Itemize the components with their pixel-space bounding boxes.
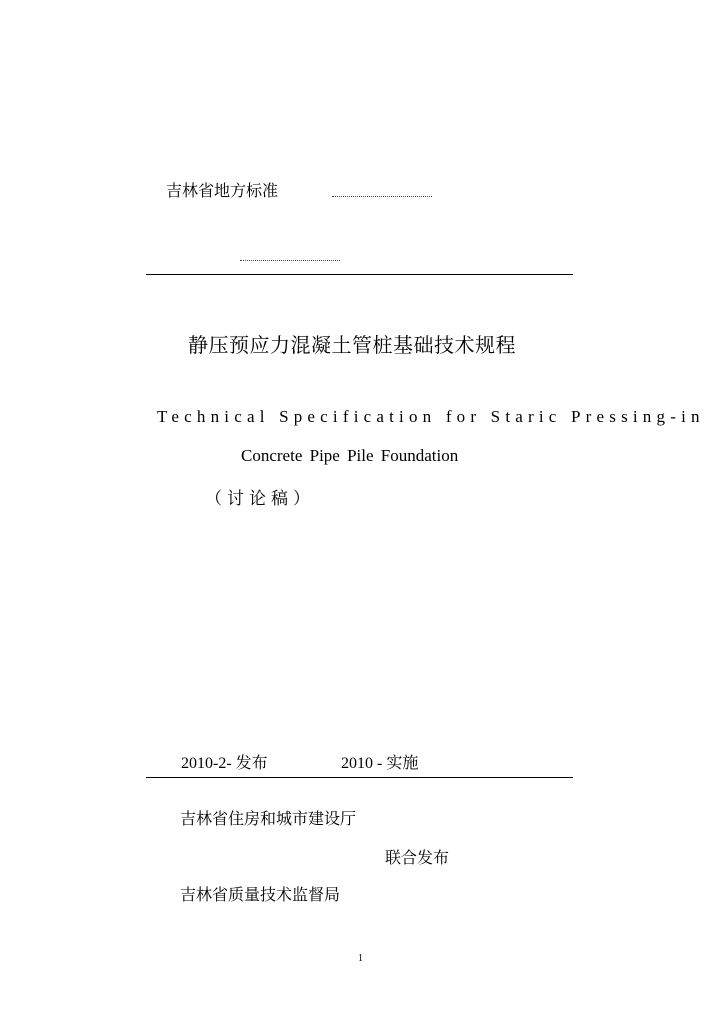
issuer-quality-bureau: 吉林省质量技术监督局 [180, 885, 341, 904]
publish-date: 2010-2- [181, 755, 232, 772]
publish-date-line [181, 750, 268, 773]
document-title-chinese: 静压预应力混凝土管桩基础技术规程 [188, 333, 516, 357]
standard-label: 吉林省地方标准 [166, 181, 279, 200]
document-title-english-line2: Concrete Pipe Pile Foundation [241, 446, 459, 465]
joint-publish-label: 联合发布 [385, 848, 450, 867]
implement-date-line [341, 750, 418, 773]
implement-date: 2010 - [341, 755, 383, 772]
bottom-divider [146, 777, 573, 778]
page-number: 1 [358, 953, 363, 964]
document-title-english-line1: Technical Specification for Staric Pressing-in [157, 407, 705, 426]
publish-label: 发布 [235, 753, 268, 772]
standard-number-dotted-line [332, 196, 432, 197]
standard-code-dotted-line [240, 260, 340, 261]
implement-label: 实施 [386, 753, 419, 772]
draft-note: （讨论稿） [205, 489, 315, 509]
top-divider [146, 274, 573, 275]
issuer-housing-department: 吉林省住房和城市建设厅 [180, 809, 357, 828]
